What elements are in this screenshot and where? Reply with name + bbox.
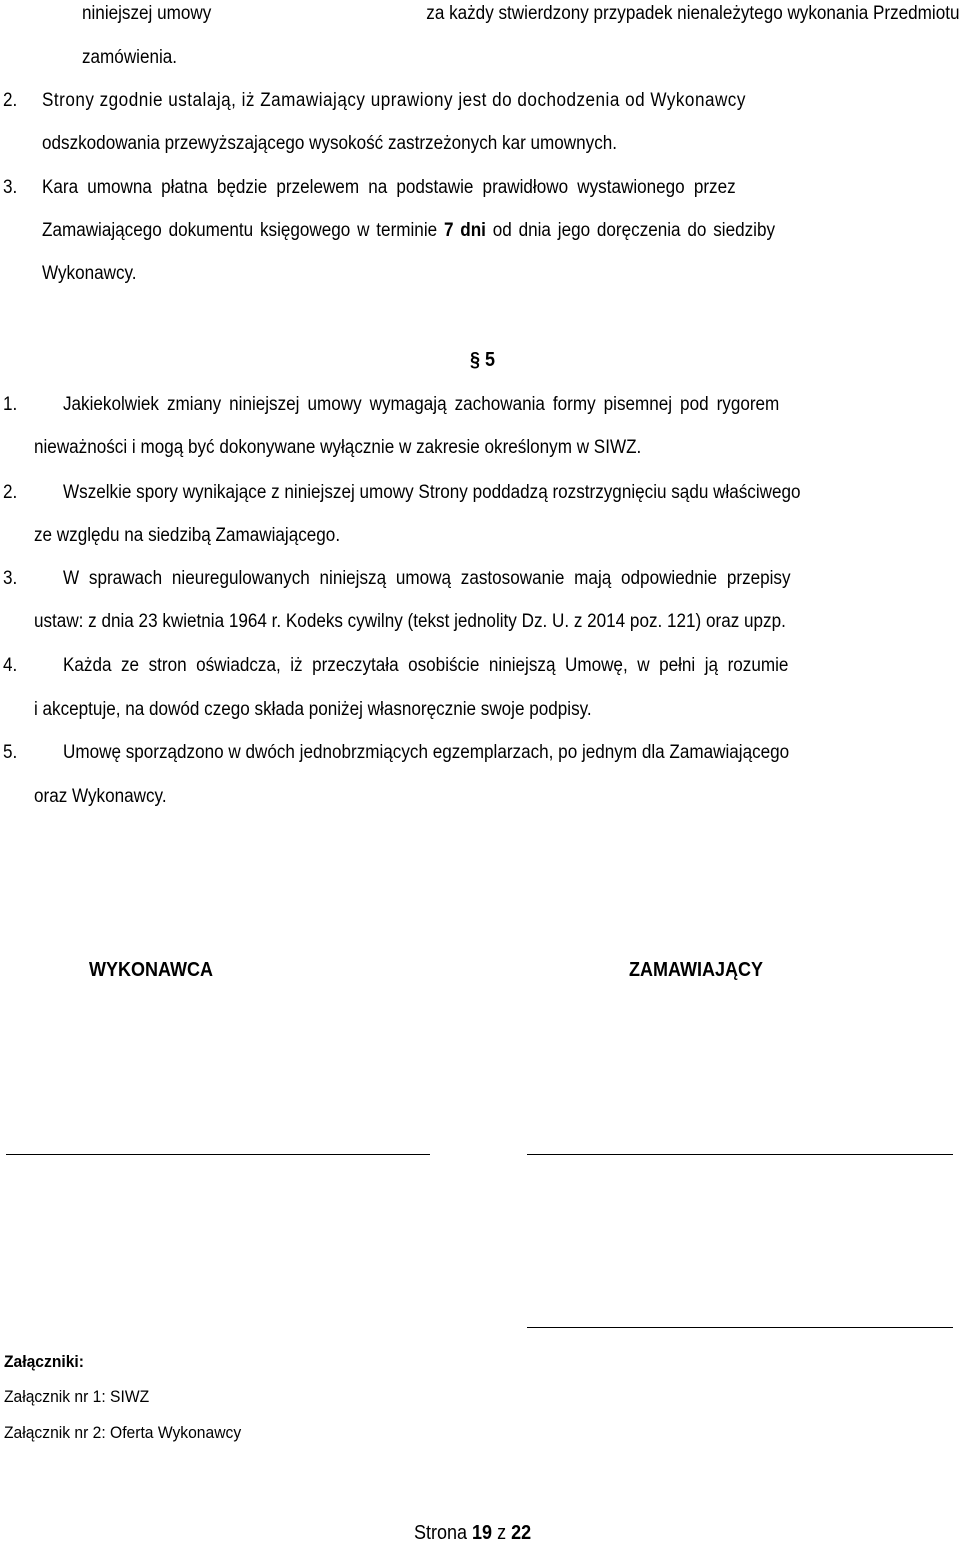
page-current: 19 [472, 1522, 493, 1544]
item1-tail-line1 [82, 2, 960, 26]
s5-item4-number: 4. [3, 655, 18, 676]
s5-item2-line2: ze względu na siedzibą Zamawiającego. [34, 525, 341, 546]
item3-line1: Kara umowna płatna będzie przelewem na podstawie prawidłowo wystawionego przez [42, 177, 736, 198]
page-of: z [497, 1522, 507, 1544]
s5-item3-number: 3. [3, 568, 18, 589]
s5-item1-line1: Jakiekolwiek zmiany niniejszej umowy wymagają zachowania formy pisemnej pod rygorem [63, 394, 780, 415]
page-number [414, 1521, 531, 1545]
item1-tail-text-a: niniejszej umowy [82, 3, 212, 24]
attachment-item-1: Załącznik nr 1: SIWZ [4, 1387, 150, 1406]
item3-line3: Wykonawcy. [42, 263, 137, 284]
s5-item2-number: 2. [3, 482, 18, 503]
s5-item1-line2: nieważności i mogą być dokonywane wyłącznie w zakresie określonym w SIWZ. [34, 437, 642, 458]
s5-item5-line1: Umowę sporządzono w dwóch jednobrzmiących egzemplarzach, po jednym dla Zamawiającego [63, 742, 790, 763]
s5-item1-number: 1. [3, 394, 18, 415]
s5-item5-number: 5. [3, 742, 18, 763]
s5-item2-line1: Wszelkie spory wynikające z niniejszej umowy Strony poddadzą rozstrzygnięciu sądu właściwego [63, 482, 801, 503]
attachment-item-2: Załącznik nr 2: Oferta Wykonawcy [4, 1423, 242, 1442]
item3-line2-text-a: Zamawiającego dokumentu księgowego w terminie [42, 220, 438, 241]
s5-item4-line2: i akceptuje, na dowód czego składa poniżej własnoręcznie swoje podpisy. [34, 699, 592, 720]
item3-deadline-bold: 7 dni [443, 220, 486, 241]
s5-item4-line1: Każda ze stron oświadcza, iż przeczytała osobiście niniejszą Umowę, w pełni ją rozumie [63, 655, 789, 676]
extra-signature-line [527, 1327, 953, 1328]
item2-line1: Strony zgodnie ustalają, iż Zamawiający uprawiony jest do dochodzenia od Wykonawcy [42, 90, 746, 111]
attachments-heading: Załączniki: [4, 1352, 84, 1371]
item2-line2: odszkodowania przewyższającego wysokość zastrzeżonych kar umownych. [42, 133, 618, 154]
page-word: Strona [414, 1522, 468, 1544]
item3-number: 3. [3, 177, 18, 198]
page-total: 22 [511, 1522, 532, 1544]
contractor-signature-label: WYKONAWCA [89, 959, 213, 981]
item3-line2 [42, 219, 775, 243]
item2-number: 2. [3, 90, 18, 111]
section-heading: § 5 [470, 349, 496, 371]
item1-tail-line2: zamówienia. [82, 47, 178, 68]
item3-line2-text-b: od dnia jego doręczenia do siedziby [492, 220, 776, 241]
s5-item3-line1: W sprawach nieuregulowanych niniejszą umową zastosowanie mają odpowiednie przepisy [63, 568, 791, 589]
item1-tail-text-b: za każdy stwierdzony przypadek nienależytego wykonania Przedmiotu [426, 3, 960, 24]
s5-item3-line2: ustaw: z dnia 23 kwietnia 1964 r. Kodeks cywilny (tekst jednolity Dz. U. z 2014 poz. 121) oraz upzp. [34, 611, 786, 632]
client-signature-label: ZAMAWIAJĄCY [629, 959, 764, 981]
contractor-signature-line [6, 1154, 430, 1155]
client-signature-line [527, 1154, 953, 1155]
s5-item5-line2: oraz Wykonawcy. [34, 786, 167, 807]
